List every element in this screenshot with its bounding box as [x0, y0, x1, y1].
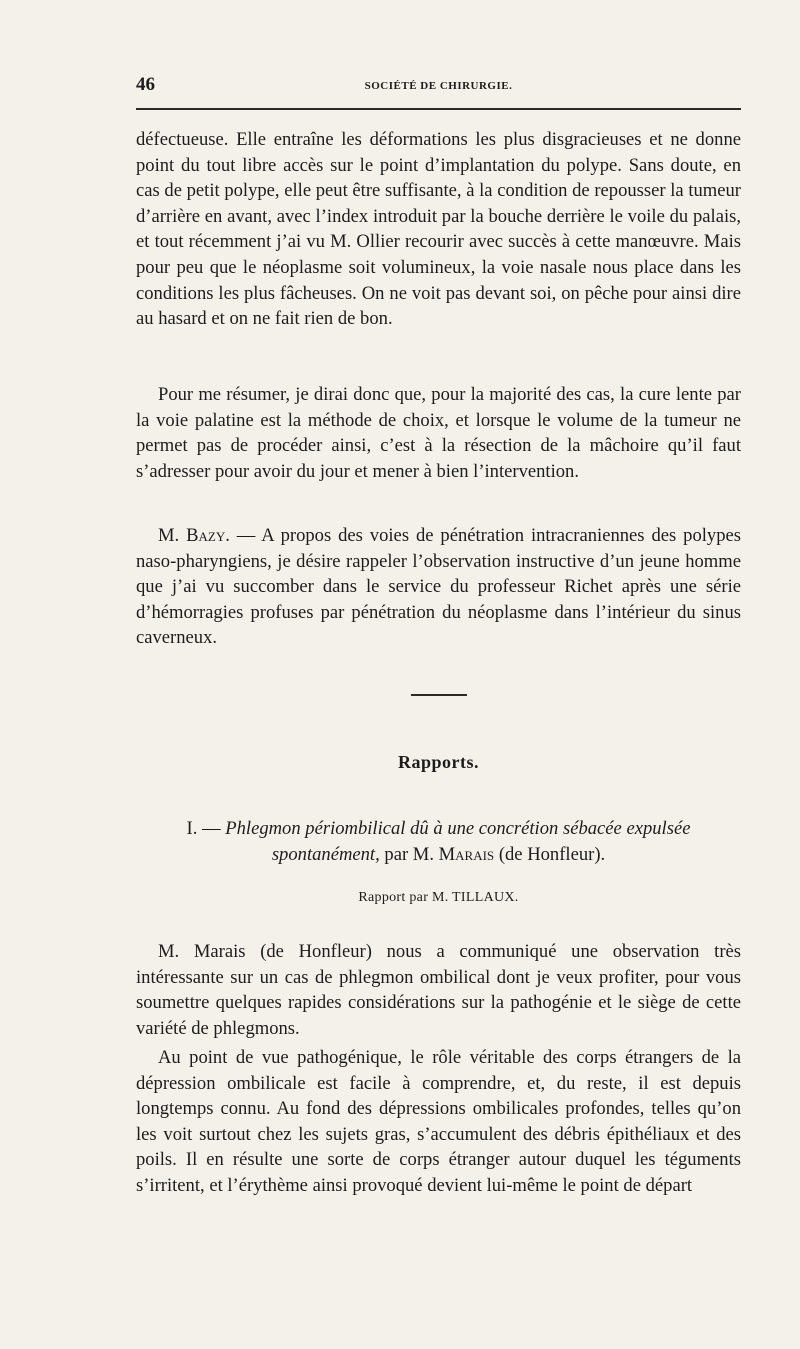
section-divider: [411, 694, 467, 696]
paragraph-pathogenie: [136, 1045, 741, 1199]
report-by: par M.: [379, 843, 439, 865]
paragraph-text: [136, 523, 741, 651]
section-title: Rapports.: [397, 752, 479, 772]
paragraph-body: — A propos des voies de pénétration intracraniennes des polypes naso-pharyngiens, je désire rappeler l’observation instructive d’un jeune homme que j’ai vu succomber dans le service du professeur Richet après une série d’hémorragies profuses par pénétration du néoplasme dans l’intérieur du sinus caverneux.: [136, 525, 741, 649]
running-head: SOCIÉTÉ DE CHIRURGIE.: [364, 80, 513, 92]
report-author: Marais: [438, 843, 495, 865]
report-place: (de Honfleur).: [494, 843, 606, 865]
paragraph-bazy: [136, 523, 741, 651]
speaker-name: M. Bazy.: [158, 525, 230, 546]
page-header: [136, 72, 741, 102]
paragraph-text: Au point de vue pathogénique, le rôle véritable des corps étrangers de la dépression ombilicale est facile à comprendre, et, du reste, il est depuis longtemps connu. Au fond des dépressions ombilicales profondes, telles qu’on les voit surtout chez les sujets gras, s’accumulent des débris épithéliaux et des poils. Il en résulte une sorte de corps étranger autour duquel les téguments s’irritent, et l’érythème ainsi provoqué devient lui-même le point de départ: [136, 1047, 741, 1196]
page-number: 46: [136, 74, 155, 95]
paragraph-text: M. Marais (de Honfleur) nous a communiqué une observation très intéressante sur un cas de phlegmon ombilical dont je veux profiter, pour vous soumettre quelques rapides considérations sur la pathogénie et le siège de cette variété de phlegmons.: [136, 941, 741, 1039]
report-title-italic: Phlegmon périombilical dû à une concrétion sébacée expulsée spontanément,: [225, 818, 691, 865]
header-rule: [136, 108, 741, 110]
paragraph-text: défectueuse. Elle entraîne les déformations les plus disgracieuses et ne donne point du tout libre accès sur le point d’implantation du polype. Sans doute, en cas de petit polype, elle peut être suffisante, à la condition de repousser la tumeur d’arrière en avant, avec l’index introduit par la bouche derrière le voile du palais, et tout récemment j’ai vu M. Ollier recourir avec succès à cette manœuvre. Mais pour peu que le néoplasme soit volumineux, la voie nasale nous place dans les conditions les plus fâcheuses. On ne voit pas devant soi, on pêche pour ainsi dire au hasard et on ne fait rien de bon.: [136, 129, 741, 330]
report-title: [136, 816, 741, 867]
report-number: I. —: [186, 818, 226, 839]
rapporteur-line: Rapport par M. TILLAUX.: [358, 890, 519, 905]
paragraph-summary: [136, 382, 741, 484]
paragraph-marais: [136, 939, 741, 1041]
paragraph-continuation: [136, 127, 741, 332]
paragraph-text: Pour me résumer, je dirai donc que, pour la majorité des cas, la cure lente par la voie palatine est la méthode de choix, et lorsque le volume de la tumeur ne permet pas de procéder ainsi, c’est à la résection de la mâchoire qu’il faut s’adresser pour avoir du jour et mener à bien l’intervention.: [136, 384, 741, 482]
